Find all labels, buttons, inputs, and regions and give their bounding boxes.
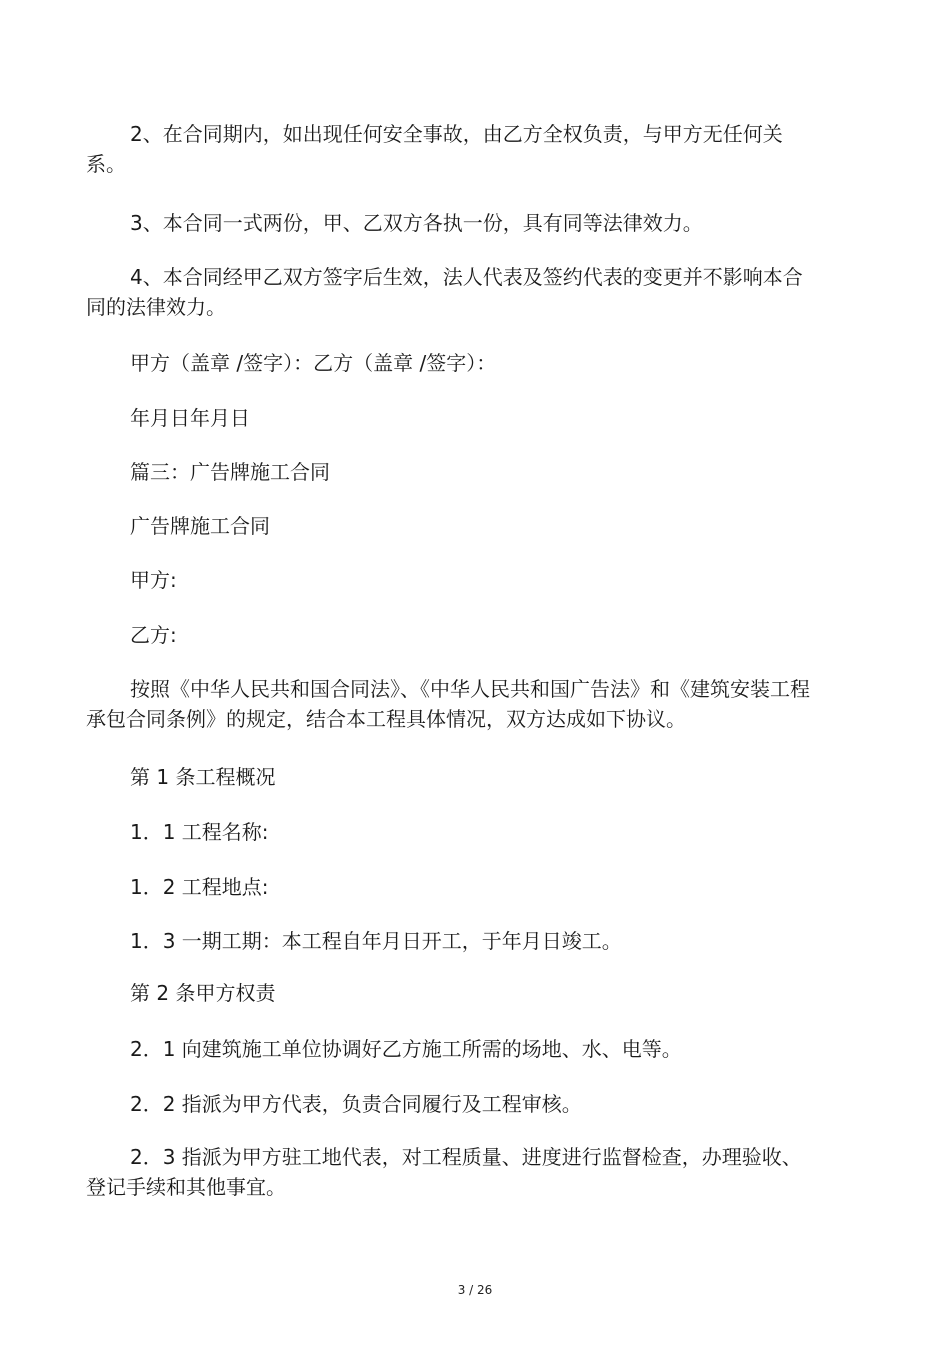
item-2-2: 2．2 指派为甲方代表，负责合同履行及工程审核。 <box>130 1092 582 1116</box>
party-a-line: 甲方: <box>130 568 177 592</box>
contract-title: 广告牌施工合同 <box>130 514 270 538</box>
clause-2-safety: 2、在合同期内，如出现任何安全事故，由乙方全权负责，与甲方无任何关系。 <box>86 122 783 176</box>
article-2-heading: 第 2 条甲方权责 <box>130 981 276 1005</box>
section-heading: 篇三：广告牌施工合同 <box>130 460 330 484</box>
party-b-line: 乙方: <box>130 623 177 647</box>
article-1-heading: 第 1 条工程概况 <box>130 765 276 789</box>
page-number: 3 / 26 <box>457 1283 493 1297</box>
clause-4-effect: 4、本合同经甲乙双方签字后生效，法人代表及签约代表的变更并不影响本合同的法律效力。 <box>86 265 803 319</box>
item-2-3: 2．3 指派为甲方驻工地代表，对工程质量、进度进行监督检查，办理验收、登记手续和其他事宜。 <box>86 1145 802 1199</box>
date-line: 年月日年月日 <box>130 406 250 430</box>
item-1-2: 1．2 工程地点: <box>130 875 269 899</box>
item-1-3: 1．3 一期工期：本工程自年月日开工，于年月日竣工。 <box>130 929 622 953</box>
item-1-1: 1．1 工程名称: <box>130 820 269 844</box>
preamble: 按照《中华人民共和国合同法》、《中华人民共和国广告法》和《建筑安装工程承包合同条例》的规定，结合本工程具体情况，双方达成如下协议。 <box>86 677 810 731</box>
signature-line: 甲方（盖章 /签字）：乙方（盖章 /签字）： <box>130 351 497 375</box>
item-2-1: 2．1 向建筑施工单位协调好乙方施工所需的场地、水、电等。 <box>130 1037 682 1061</box>
clause-3-copies: 3、本合同一式两份，甲、乙双方各执一份，具有同等法律效力。 <box>130 211 703 235</box>
